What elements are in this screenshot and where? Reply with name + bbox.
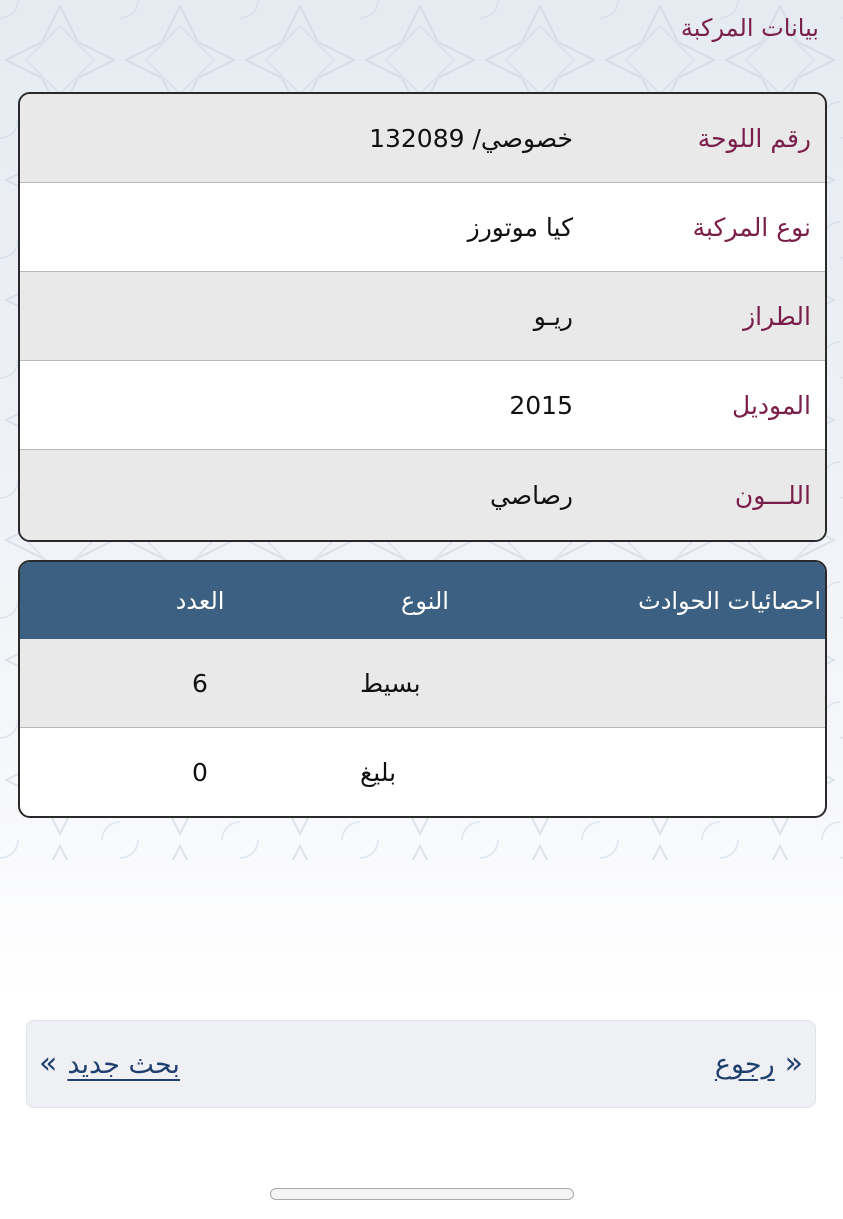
model-year-label: الموديل [732, 390, 811, 420]
page-title: بيانات المركبة [680, 14, 819, 42]
table-row [20, 728, 825, 817]
model-year-value: 2015 [509, 390, 573, 420]
back-link[interactable] [715, 1021, 803, 1107]
vehicle-type-value: كيا موتورز [467, 212, 573, 242]
accident-type-cell: بسيط [360, 668, 421, 698]
accident-count-cell: 6 [192, 668, 208, 698]
stats-title: احصائيات الحوادث [638, 586, 821, 615]
plate-number-label: رقم اللوحة [697, 123, 811, 153]
double-chevron-left-icon: » [39, 1046, 58, 1081]
vehicle-model-value: ريـو [533, 301, 573, 331]
vehicle-info-table [18, 92, 827, 542]
table-row [20, 272, 825, 361]
table-row [20, 450, 825, 540]
navigation-bar [26, 1020, 816, 1108]
double-chevron-right-icon: « [784, 1046, 803, 1081]
new-search-link[interactable] [39, 1021, 180, 1107]
new-search-link-label: بحث جديد [67, 1048, 180, 1080]
vehicle-type-label: نوع المركبة [692, 212, 811, 242]
back-link-label: رجوع [714, 1048, 775, 1080]
accident-type-cell: بليغ [360, 758, 397, 787]
color-value: رصاصي [490, 480, 573, 510]
vehicle-model-label: الطراز [743, 301, 811, 331]
accident-stats-table [18, 560, 827, 818]
plate-number-value: خصوصي/ 132089 [369, 123, 573, 153]
type-column-header: النوع [401, 586, 449, 615]
accident-count-cell: 0 [192, 758, 208, 787]
count-column-header: العدد [175, 586, 225, 615]
table-row [20, 94, 825, 183]
table-row [20, 183, 825, 272]
stats-header [20, 562, 825, 639]
color-label: اللـــون [734, 480, 811, 510]
table-row [20, 639, 825, 728]
home-indicator[interactable] [270, 1188, 574, 1200]
table-row [20, 361, 825, 450]
